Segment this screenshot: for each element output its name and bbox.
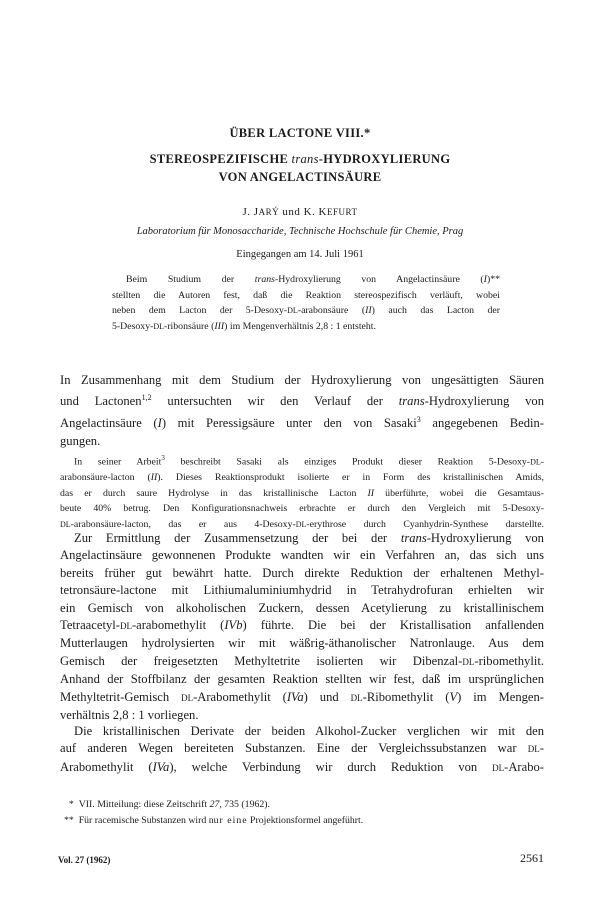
abstract bbox=[112, 272, 500, 334]
paragraph-3: Zur Ermittlung der Zusammensetzung der bei der trans-Hydroxylierung von Angelactinsäure gewonnenen Produkte wandten wir ein Verfahren an, das sich uns bereits früher gut bewährt hatte. Durch direkte Reduktion der erhaltenen Methyl- tetronsäure-lactone mit Lithiumaluminiumhydrid in Tetrahydrofuran erhielten wir ein Gemisch von alkoholischen Zuckern, dessen Acetylierung zu kristallinischem Tetraacetyl-DL-arabomethylit (IVb) führte. Die bei der Kristallisation anfallenden Mutterlaugen hydrolysierten wir mit wäßrig-äthanolischer Natronlauge. Aus dem Gemisch der freigesetzten Methyltetrite isolierten wir Dibenzal-DL-ribomethylit. Anhand der Stoffbilanz der gesamten Reaktion stellten wir fest, daß im ursprünglichen Methyltetrit-Gemisch DL-Arabomethylit (IVa) und DL-Ribomethylit (V) im Mengen- verhältnis 2,8 : 1 vorliegen. bbox=[60, 531, 545, 723]
paragraph-1: In Zusammenhang mit dem Studium der Hydroxylierung von ungesättigten Säuren und Lactonen$^{1,2}$ untersuchten wir den Verlauf der trans-Hydroxylierung von Angelactinsäure (I) mit Peressigsäure unter den von Sasaki$^3$ angegebenen Bedin- gungen. bbox=[60, 373, 545, 448]
affiliation: Laboratorium für Monosaccharide, Technische Hochschule für Chemie, Prag bbox=[136, 226, 464, 237]
article-title-line-3: VON ANGELACTINSÄURE bbox=[218, 170, 382, 184]
abstract-line: stellten die Autoren fest, daß die Reaktion stereospezifisch verläuft, wobei bbox=[112, 289, 500, 301]
received-date: Eingegangen am 14. Juli 1961 bbox=[236, 249, 364, 260]
paragraph-2-small: In seiner Arbeit$^3$ beschreibt Sasaki als einziges Produkt dieser Reaktion 5-Desoxy-DL- arabonsäure-lacton (II). Dieses Reaktionsprodukt isolierte er in Form des kristallinischen Amids, das er durch saure Hydrolyse in das kristallinische Lacton II überführte, wobei die Gesamtaus- beute 40% betrug. Den Konfigurationsnachweis erbrachte er durch den Vergleich mit 5-Desoxy- DL-arabonsäure-lacton, das er aus 4-Desoxy-DL-erythrose durch Cyanhydrin-Synthese darstellte. bbox=[60, 454, 544, 531]
abstract-line: Beim Studium der trans-Hydroxylierung von Angelactinsäure (I)** bbox=[126, 274, 500, 285]
page-number: 2561 bbox=[520, 851, 544, 865]
paragraph-4: Die kristallinischen Derivate der beiden Alkohol-Zucker verglichen wir mit den auf anderen Wegen bereiteten Substanzen. Eine der Vergleichssubstanzen war DL- Arabomethylit (IVa), welche Verbindung wir durch Reduktion von DL-Arabo- bbox=[60, 724, 544, 774]
authors: J. JARÝ und K. KEFURT bbox=[242, 206, 358, 218]
abstract-line: neben dem Lacton der 5-Desoxy-DL-arabonsäure (II) auch das Lacton der bbox=[112, 305, 500, 316]
footnote-1: * VII. Mitteilung: diese Zeitschrift 27, 735 (1962). bbox=[64, 799, 270, 810]
abstract-line: 5-Desoxy-DL-ribonsäure (III) im Mengenverhältnis 2,8 : 1 entsteht. bbox=[112, 320, 376, 332]
volume-info: Vol. 27 (1962) bbox=[58, 855, 111, 865]
article-title-line-2: STEREOSPEZIFISCHE trans-HYDROXYLIERUNG bbox=[149, 152, 451, 166]
article-title-line-1: ÜBER LACTONE VIII.* bbox=[229, 126, 371, 140]
footnote-2: ** Für racemische Substanzen wird nur eine Projektionsformel angeführt. bbox=[64, 815, 364, 826]
